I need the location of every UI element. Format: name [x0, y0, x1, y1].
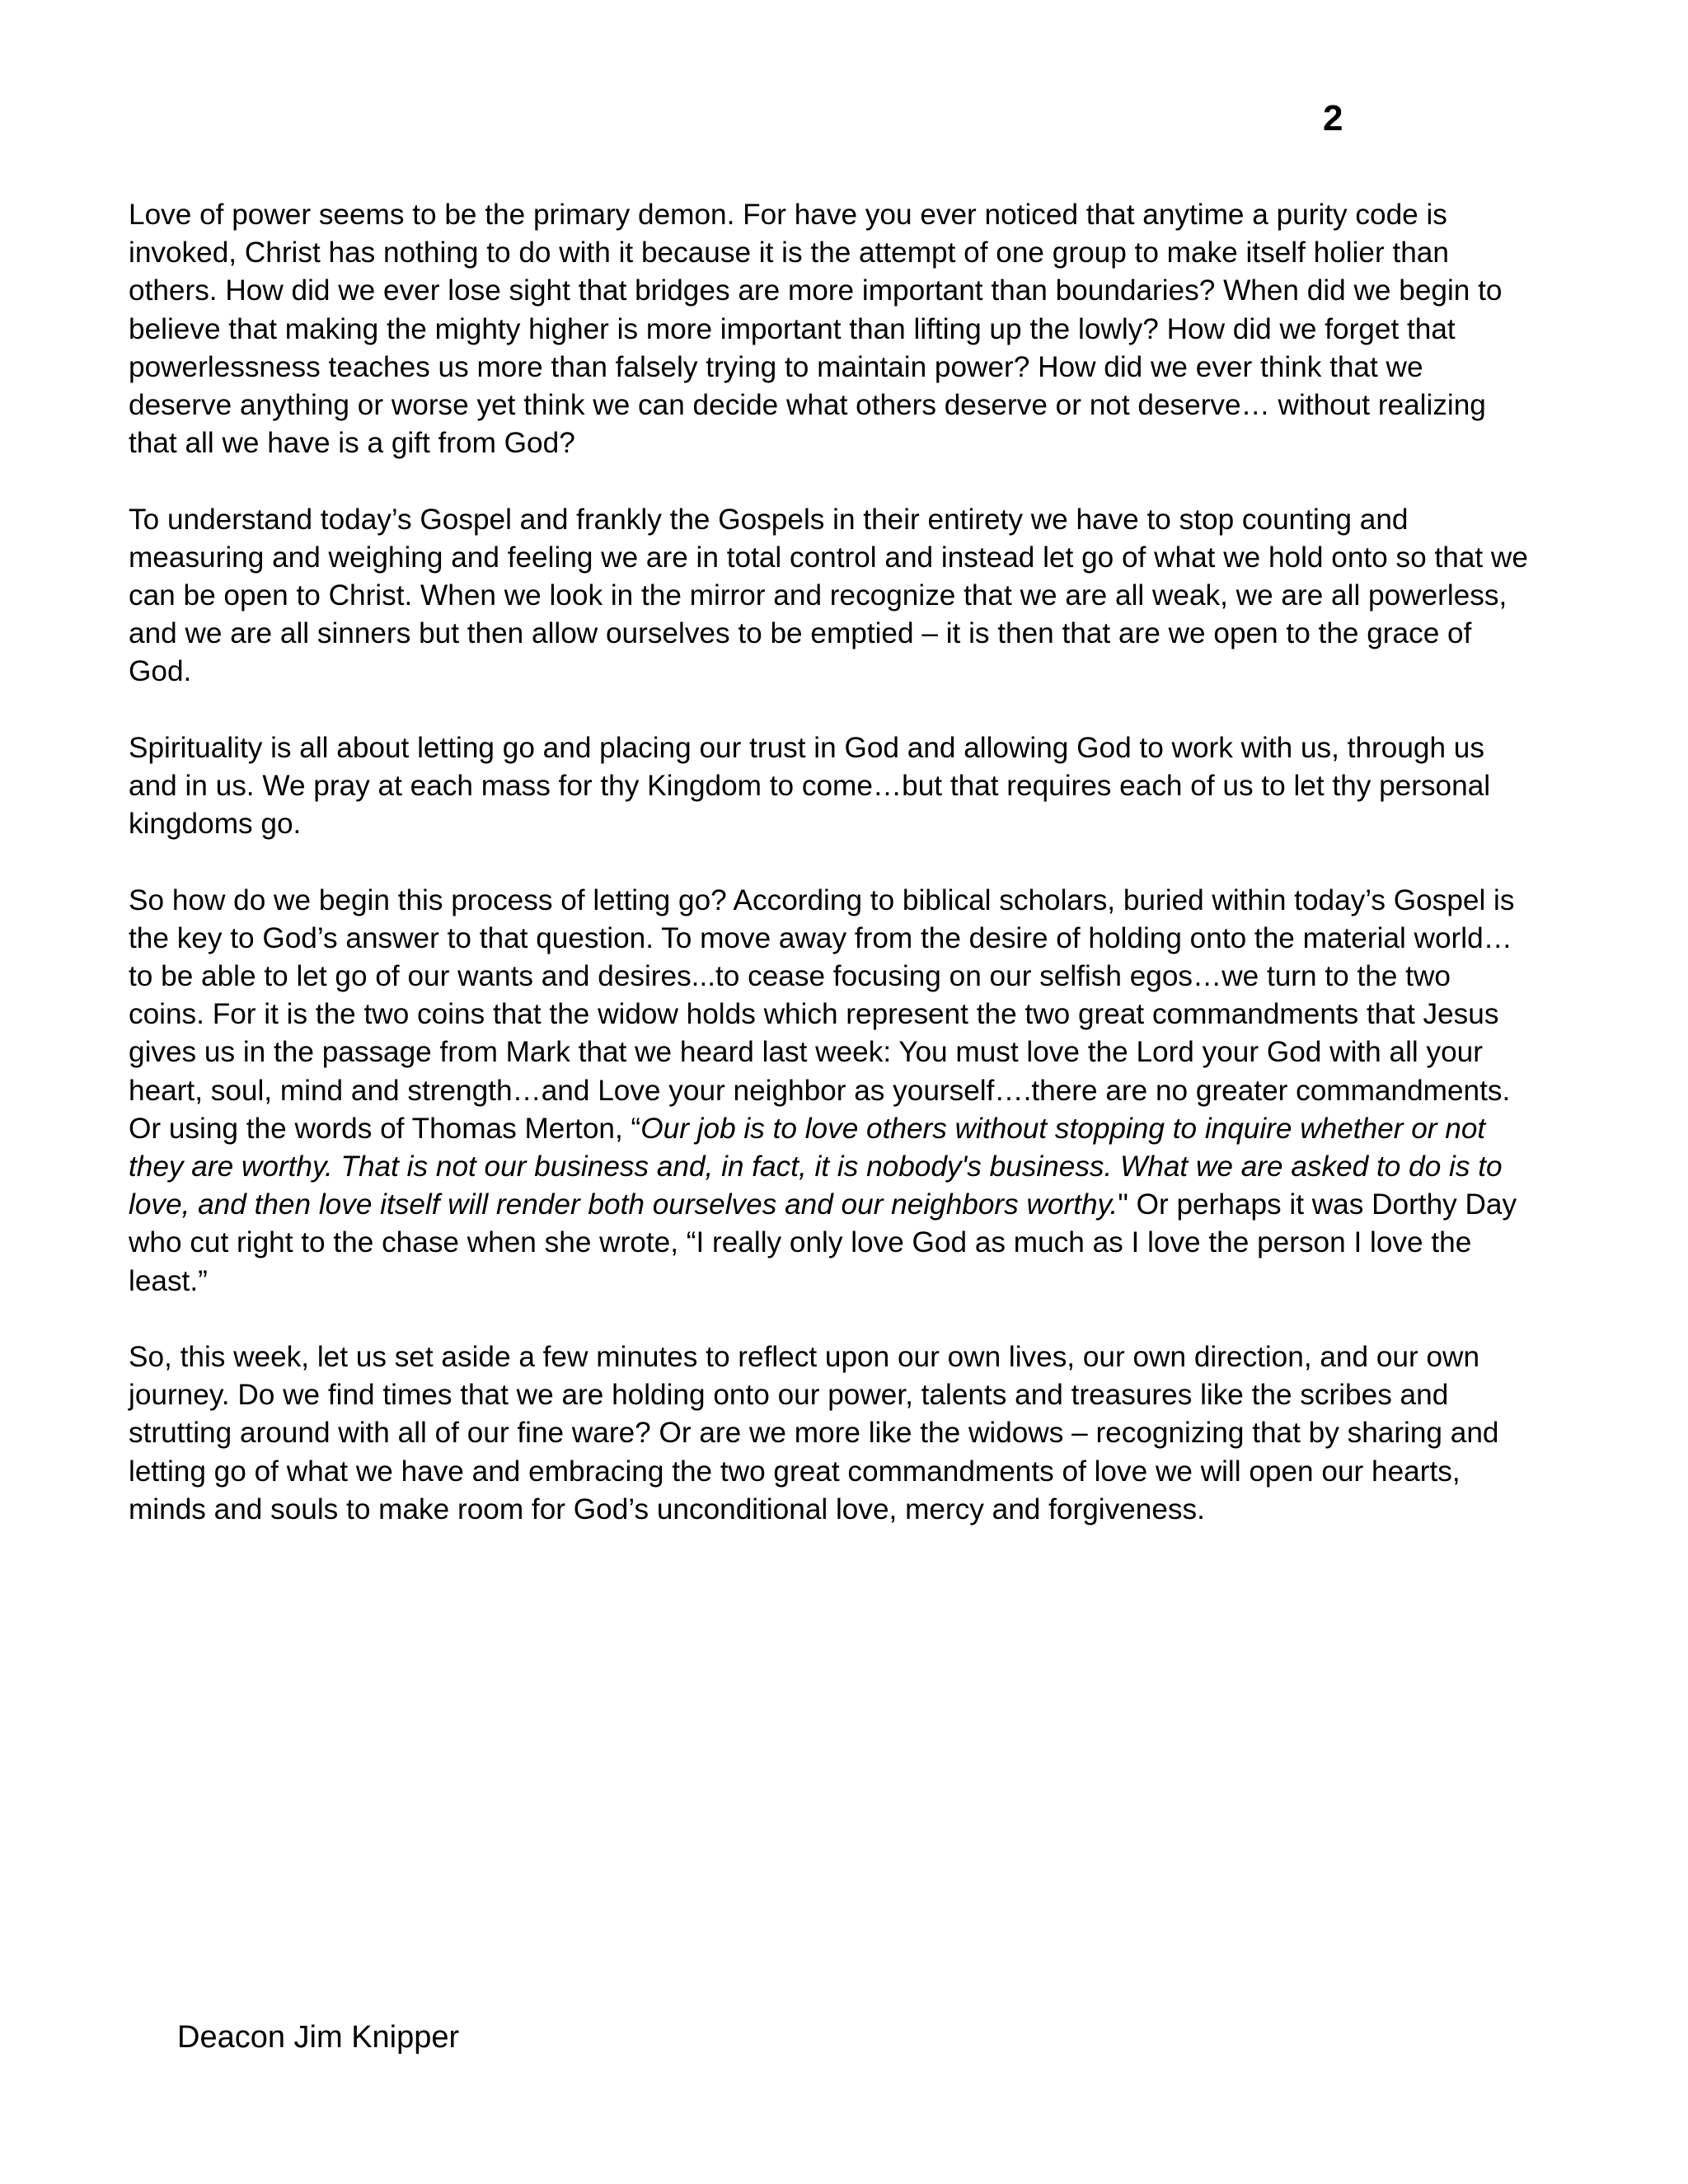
page-number: 2: [1323, 98, 1343, 138]
merton-quote: Our job is to love others without stopping to inquire whether or not they are worthy. That is not our business and, in fact, it is nobody's business. What we are asked to do is to love, and then love itself will render both ourselves and our neighbors worthy.: [129, 1112, 1503, 1221]
letting-go-outro: " Or perhaps it was Dorthy Day who cut right to the chase when she wrote, “I really only love God as much as I love the person I love the least.”: [129, 1188, 1517, 1297]
letting-go-intro: So how do we begin this process of letting go? According to biblical scholars, buried within today’s Gospel is the key to God’s answer to that question. To move away from the desire of holding onto the material world…to be able to let go of our wants and desires...to cease focusing on our selfish egos…we turn to the two coins. For it is the two coins that the widow holds which represent the two great commandments that Jesus gives us in the passage from Mark that we heard last week: You must love the Lord your God with all your heart, soul, mind and strength…and Love your neighbor as yourself….there are no greater commandments. Or using the words of Thomas Merton, “: [129, 883, 1515, 1145]
paragraph-understand-gospel: To understand today’s Gospel and frankly the Gospels in their entirety we have to stop counting and measuring and weighing and feeling we are in total control and instead let go of what we hold onto so that we can be open to Christ. When we look in the mirror and recognize that we are all weak, we are all powerless, and we are all sinners but then allow ourselves to be emptied – it is then that are we open to the grace of God.: [129, 503, 1528, 688]
paragraph-this-week: So, this week, let us set aside a few minutes to reflect upon our own lives, our own direction, and our own journey. Do we find times that we are holding onto our power, talents and treasures like the scribes and strutting around with all of our fine ware? Or are we more like the widows – recognizing that by sharing and letting go of what we have and embracing the two great commandments of love we will open our hearts, minds and souls to make room for God’s unconditional love, mercy and forgiveness.: [129, 1341, 1499, 1526]
paragraph-love-of-power: Love of power seems to be the primary demon. For have you ever noticed that anytime a purity code is invoked, Christ has nothing to do with it because it is the attempt of one group to make itself holier than others. How did we ever lose sight that bridges are more important than boundaries? When did we begin to believe that making the mighty higher is more important than lifting up the lowly? How did we forget that powerlessness teaches us more than falsely trying to maintain power? How did we ever think that we deserve anything or worse yet think we can decide what others deserve or not deserve… without realizing that all we have is a gift from God?: [129, 199, 1503, 460]
author-signature: Deacon Jim Knipper: [177, 2020, 460, 2055]
paragraph-spirituality: Spirituality is all about letting go and placing our trust in God and allowing God to work with us, through us and in us. We pray at each mass for thy Kingdom to come…but that requires each of us to let thy personal kingdoms go.: [129, 731, 1491, 841]
sermon-body: [129, 196, 1530, 1529]
paragraph-letting-go: [129, 882, 1530, 1301]
